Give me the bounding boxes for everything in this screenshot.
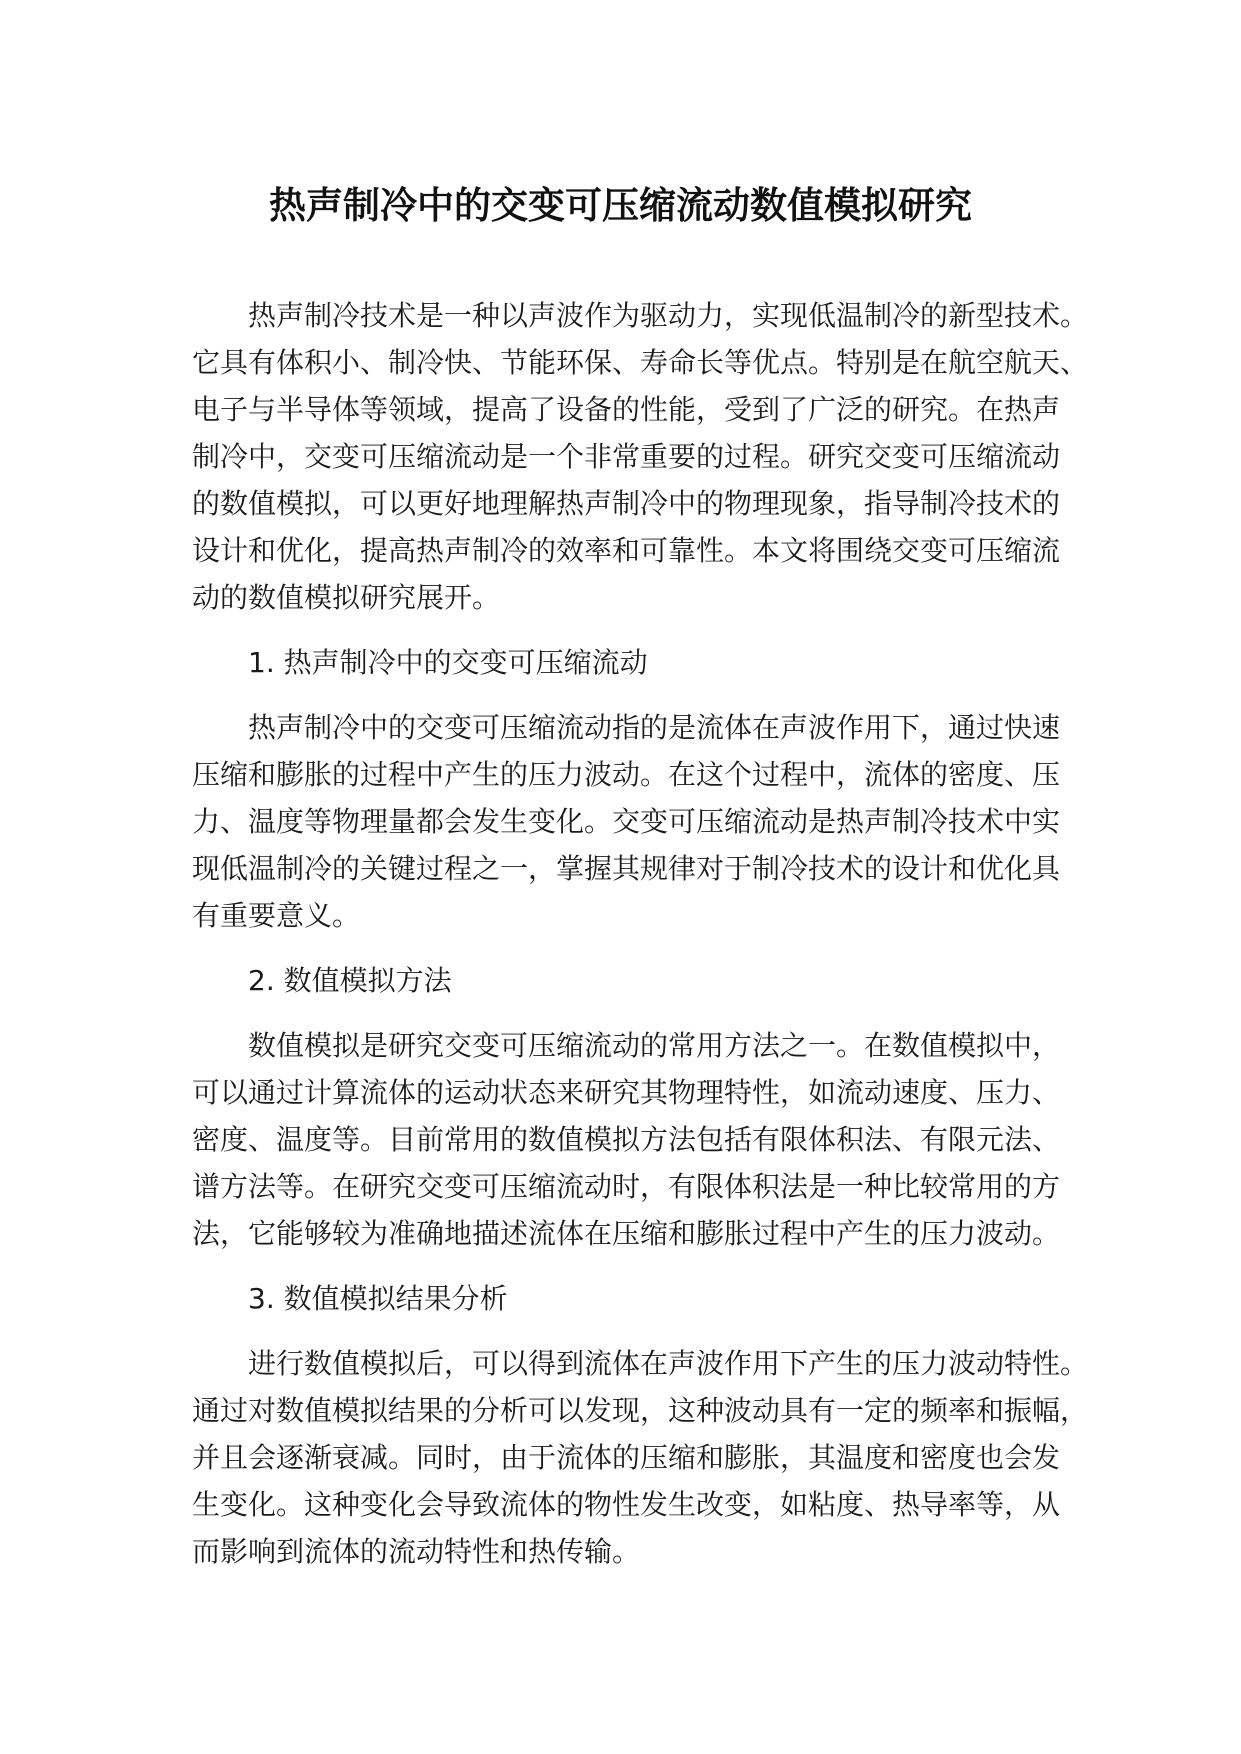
section-heading-text: 2. 数值模拟方法 — [248, 964, 452, 997]
section-heading — [192, 957, 1192, 1004]
paragraph-line: 谱方法等。在研究交变可压缩流动时，有限体积法是一种比较常用的方 — [192, 1170, 1061, 1203]
document-body — [192, 292, 1192, 1593]
paragraph-line: 密度、温度等。目前常用的数值模拟方法包括有限体积法、有限元法、 — [192, 1123, 1061, 1156]
paragraph-line: 通过对数值模拟结果的分析可以发现，这种波动具有一定的频率和振幅， — [192, 1394, 1089, 1427]
paragraph-line: 压缩和膨胀的过程中产生的压力波动。在这个过程中，流体的密度、压 — [192, 758, 1061, 791]
paragraph-line: 并且会逐渐衰减。同时，由于流体的压缩和膨胀，其温度和密度也会发 — [192, 1441, 1061, 1474]
intro-paragraph — [192, 292, 1192, 621]
paragraph-line: 法，它能够较为准确地描述流体在压缩和膨胀过程中产生的压力波动。 — [192, 1217, 1061, 1250]
paragraph-line: 而影响到流体的流动特性和热传输。 — [192, 1535, 641, 1568]
paragraph-line: 动的数值模拟研究展开。 — [192, 581, 501, 614]
section-paragraph — [192, 1340, 1192, 1575]
paragraph-line: 力、温度等物理量都会发生变化。交变可压缩流动是热声制冷技术中实 — [192, 805, 1061, 838]
paragraph-line: 现低温制冷的关键过程之一，掌握其规律对于制冷技术的设计和优化具 — [192, 852, 1061, 885]
paragraph-line: 热声制冷中的交变可压缩流动指的是流体在声波作用下，通过快速 — [248, 711, 1061, 744]
document-title: 热声制冷中的交变可压缩流动数值模拟研究 — [269, 184, 972, 227]
paragraph-line: 制冷中，交变可压缩流动是一个非常重要的过程。研究交变可压缩流动 — [192, 440, 1061, 473]
paragraph-line: 它具有体积小、制冷快、节能环保、寿命长等优点。特别是在航空航天、 — [192, 346, 1089, 379]
paragraph-line: 热声制冷技术是一种以声波作为驱动力，实现低温制冷的新型技术。 — [248, 299, 1089, 332]
paragraph-line: 有重要意义。 — [192, 899, 361, 932]
section-heading-text: 3. 数值模拟结果分析 — [248, 1282, 508, 1315]
paragraph-line: 电子与半导体等领域，提高了设备的性能，受到了广泛的研究。在热声 — [192, 393, 1061, 426]
paragraph-line: 设计和优化，提高热声制冷的效率和可靠性。本文将围绕交变可压缩流 — [192, 534, 1061, 567]
paragraph-line: 生变化。这种变化会导致流体的物性发生改变，如粘度、热导率等，从 — [192, 1488, 1061, 1521]
paragraph-line: 数值模拟是研究交变可压缩流动的常用方法之一。在数值模拟中， — [248, 1029, 1061, 1062]
section-heading — [192, 1275, 1192, 1322]
section-heading — [192, 639, 1192, 686]
paragraph-line: 的数值模拟，可以更好地理解热声制冷中的物理现象，指导制冷技术的 — [192, 487, 1061, 520]
section-heading-text: 1. 热声制冷中的交变可压缩流动 — [248, 646, 648, 679]
section-paragraph — [192, 704, 1192, 939]
paragraph-line: 可以通过计算流体的运动状态来研究其物理特性，如流动速度、压力、 — [192, 1076, 1061, 1109]
section-paragraph — [192, 1022, 1192, 1257]
paragraph-line: 进行数值模拟后，可以得到流体在声波作用下产生的压力波动特性。 — [248, 1347, 1089, 1380]
